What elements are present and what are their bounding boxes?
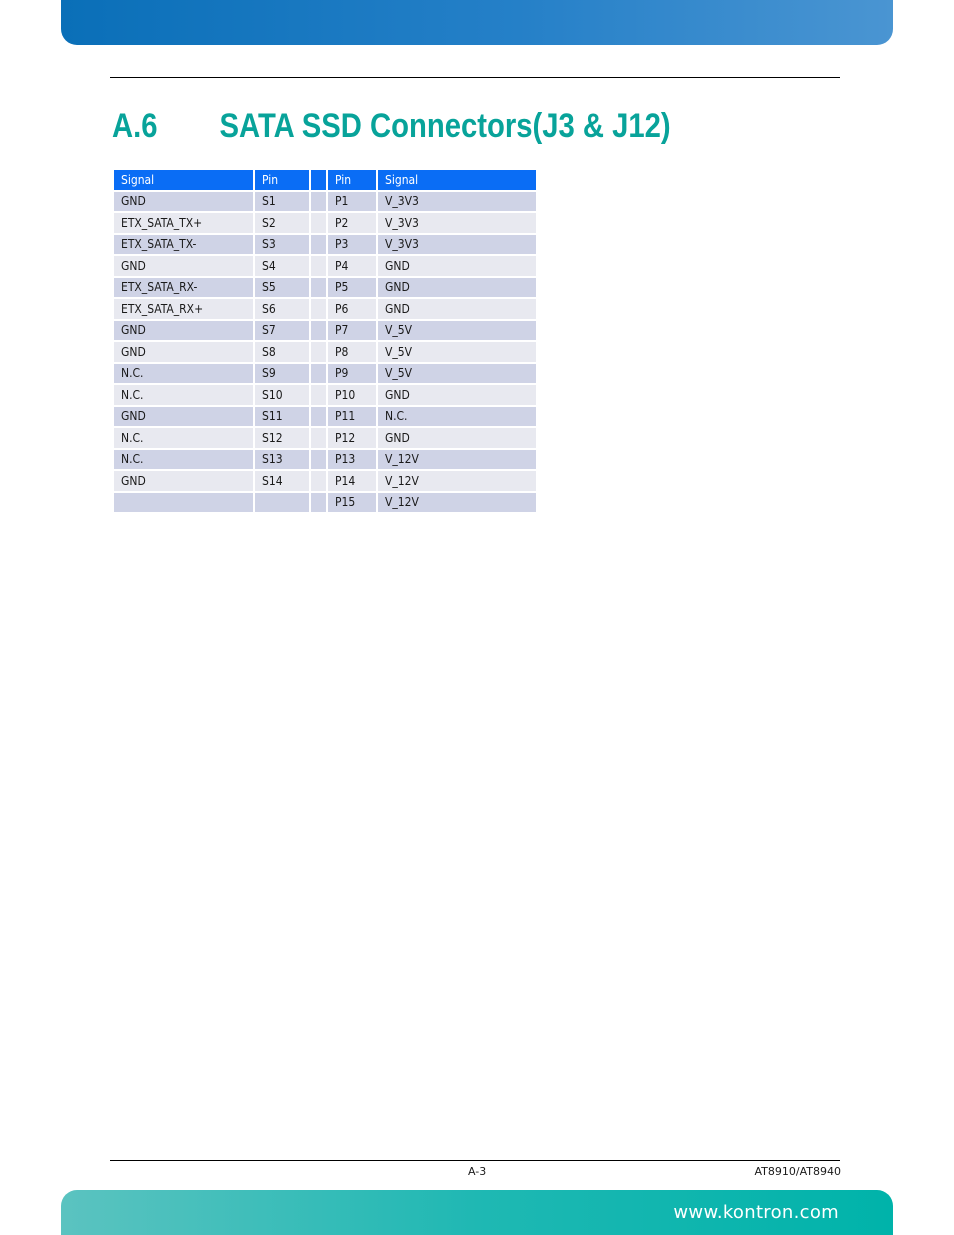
signal-left-cell: N.C.: [114, 450, 253, 470]
header-rule: [110, 77, 840, 78]
signal-right-cell: V_3V3: [378, 192, 536, 212]
signal-right-cell: GND: [378, 256, 536, 276]
pin-right-cell: P6: [328, 299, 376, 319]
signal-left-cell: GND: [114, 407, 253, 427]
spacer-cell: [311, 450, 326, 470]
pin-left-cell: S5: [255, 278, 309, 298]
table-row: [114, 342, 536, 362]
pin-right-cell: P11: [328, 407, 376, 427]
spacer-cell: [311, 278, 326, 298]
pin-right-cell: P4: [328, 256, 376, 276]
spacer-cell: [311, 235, 326, 255]
signal-left-cell: N.C.: [114, 364, 253, 384]
table-row: [114, 235, 536, 255]
pin-left-cell: S14: [255, 471, 309, 491]
signal-right-cell: V_5V: [378, 321, 536, 341]
spacer-cell: [311, 493, 326, 513]
spacer-cell: [311, 364, 326, 384]
pin-left-cell: S2: [255, 213, 309, 233]
table-row: [114, 493, 536, 513]
table-row: [114, 407, 536, 427]
footer-rule: [110, 1160, 840, 1161]
pin-right-cell: P9: [328, 364, 376, 384]
column-header-spacer: [311, 170, 326, 190]
section-title: SATA SSD Connectors(J3 & J12): [219, 107, 671, 145]
table-row: [114, 364, 536, 384]
pin-right-cell: P8: [328, 342, 376, 362]
signal-left-cell: GND: [114, 342, 253, 362]
spacer-cell: [311, 299, 326, 319]
table-row: [114, 213, 536, 233]
pin-left-cell: [255, 493, 309, 513]
pin-left-cell: S4: [255, 256, 309, 276]
signal-right-cell: V_12V: [378, 450, 536, 470]
pin-left-cell: S13: [255, 450, 309, 470]
signal-left-cell: ETX_SATA_TX+: [114, 213, 253, 233]
signal-left-cell: ETX_SATA_RX-: [114, 278, 253, 298]
pin-right-cell: P7: [328, 321, 376, 341]
column-header-signal-right: Signal: [378, 170, 536, 190]
signal-right-cell: V_12V: [378, 471, 536, 491]
pin-left-cell: S3: [255, 235, 309, 255]
signal-right-cell: V_12V: [378, 493, 536, 513]
signal-right-cell: V_3V3: [378, 235, 536, 255]
table-row: [114, 428, 536, 448]
column-header-signal-left: Signal: [114, 170, 253, 190]
signal-right-cell: V_5V: [378, 342, 536, 362]
signal-left-cell: GND: [114, 471, 253, 491]
signal-left-cell: ETX_SATA_TX-: [114, 235, 253, 255]
pin-right-cell: P10: [328, 385, 376, 405]
signal-right-cell: GND: [378, 385, 536, 405]
column-header-pin-right: Pin: [328, 170, 376, 190]
pin-right-cell: P15: [328, 493, 376, 513]
spacer-cell: [311, 321, 326, 341]
pin-table: [112, 168, 538, 514]
table-header-row: [114, 170, 536, 190]
table-row: [114, 385, 536, 405]
pin-left-cell: S11: [255, 407, 309, 427]
signal-right-cell: N.C.: [378, 407, 536, 427]
pin-left-cell: S1: [255, 192, 309, 212]
signal-right-cell: V_5V: [378, 364, 536, 384]
website-link[interactable]: www.kontron.com: [673, 1202, 839, 1223]
pin-left-cell: S9: [255, 364, 309, 384]
table-row: [114, 471, 536, 491]
spacer-cell: [311, 407, 326, 427]
spacer-cell: [311, 342, 326, 362]
signal-right-cell: GND: [378, 299, 536, 319]
table-row: [114, 256, 536, 276]
pin-right-cell: P2: [328, 213, 376, 233]
table-row: [114, 299, 536, 319]
spacer-cell: [311, 213, 326, 233]
pin-left-cell: S6: [255, 299, 309, 319]
spacer-cell: [311, 192, 326, 212]
pin-left-cell: S7: [255, 321, 309, 341]
spacer-cell: [311, 256, 326, 276]
pin-left-cell: S12: [255, 428, 309, 448]
signal-left-cell: GND: [114, 321, 253, 341]
pin-left-cell: S8: [255, 342, 309, 362]
signal-right-cell: V_3V3: [378, 213, 536, 233]
pin-right-cell: P12: [328, 428, 376, 448]
pin-right-cell: P13: [328, 450, 376, 470]
section-number: A.6: [112, 107, 158, 145]
signal-left-cell: N.C.: [114, 385, 253, 405]
signal-right-cell: GND: [378, 278, 536, 298]
signal-right-cell: GND: [378, 428, 536, 448]
column-header-pin-left: Pin: [255, 170, 309, 190]
pin-right-cell: P14: [328, 471, 376, 491]
spacer-cell: [311, 385, 326, 405]
document-id: AT8910/AT8940: [754, 1165, 841, 1178]
signal-left-cell: [114, 493, 253, 513]
table-row: [114, 278, 536, 298]
table-row: [114, 192, 536, 212]
header-banner: [61, 0, 893, 45]
pin-right-cell: P3: [328, 235, 376, 255]
section-heading: [112, 104, 671, 148]
table-row: [114, 321, 536, 341]
signal-left-cell: N.C.: [114, 428, 253, 448]
table-row: [114, 450, 536, 470]
spacer-cell: [311, 428, 326, 448]
footer-banner: [61, 1190, 893, 1235]
spacer-cell: [311, 471, 326, 491]
pin-right-cell: P5: [328, 278, 376, 298]
signal-left-cell: ETX_SATA_RX+: [114, 299, 253, 319]
signal-left-cell: GND: [114, 256, 253, 276]
pin-right-cell: P1: [328, 192, 376, 212]
page-number: A-3: [468, 1165, 487, 1178]
pin-left-cell: S10: [255, 385, 309, 405]
signal-left-cell: GND: [114, 192, 253, 212]
